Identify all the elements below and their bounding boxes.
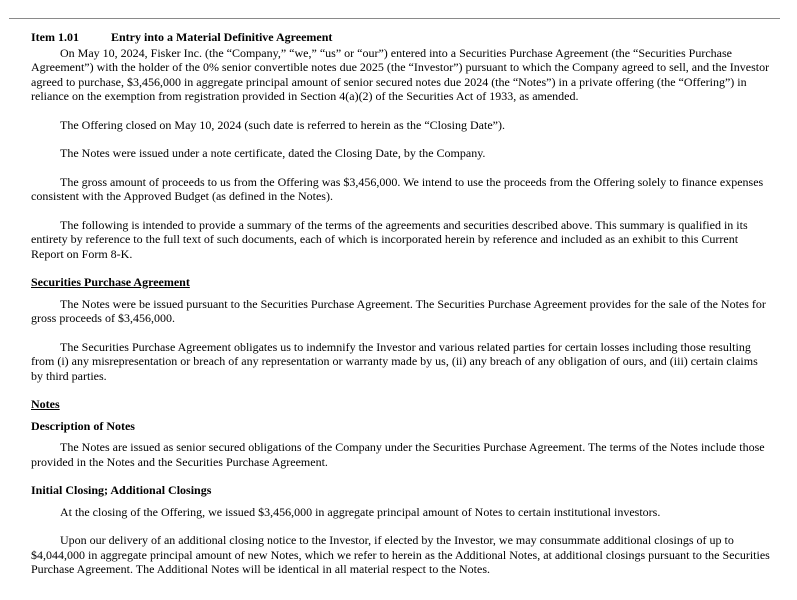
- intro-paragraph: On May 10, 2024, Fisker Inc. (the “Company,” “we,” “us” or “our”) entered into a Securities Purchase Agreement (the “Securities Purchase Agreement”) with the holder of the 0% senior convertible notes due 2025 (the “Investor”) pursuant to which the Company agreed to sell, and the Investor agreed to purchase, $3,456,000 in aggregate principal amount of senior secured notes due 2024 (the “Notes”) in a private offering (the “Offering”) in reliance on the exemption from registration provided in Section 4(a)(2) of the Securities Act of 1933, as amended.: [31, 45, 770, 103]
- document-body: [31, 30, 771, 591]
- intro-paragraph: The following is intended to provide a summary of the terms of the agreements and securities described above. This summary is qualified in its entirety by reference to the full text of such documents, each of which is incorporated herein by reference and included as an exhibit to this Current Report on Form 8-K.: [31, 217, 748, 261]
- subheading-description-of-notes: Description of Notes: [31, 418, 135, 433]
- section-heading-securities-purchase-agreement: Securities Purchase Agreement: [31, 275, 190, 289]
- top-divider: [9, 18, 780, 19]
- intro-paragraph: The Notes were issued under a note certificate, dated the Closing Date, by the Company.: [60, 146, 486, 160]
- closings-paragraph: At the closing of the Offering, we issued $3,456,000 in aggregate principal amount of Notes to certain institutional investors.: [60, 504, 661, 519]
- intro-paragraph: The Offering closed on May 10, 2024 (such date is referred to herein as the “Closing Date”).: [60, 117, 505, 132]
- item-number: Item 1.01: [31, 30, 79, 44]
- subheading-initial-closing: Initial Closing; Additional Closings: [31, 483, 212, 497]
- section-heading-notes: Notes: [31, 397, 60, 411]
- description-paragraph: The Notes are issued as senior secured obligations of the Company under the Securities Purchase Agreement. The terms of the Notes include those provided in the Notes and the Securities Purchase Agreement.: [31, 440, 765, 469]
- spa-paragraph: The Securities Purchase Agreement obligates us to indemnify the Investor and various related parties for certain losses including those resulting from (i) any misrepresentation or breach of any representation or warranty made by us, (ii) any breach of any obligation of ours, and (iii) certain claims by third parties.: [31, 339, 758, 383]
- item-heading: [31, 30, 771, 45]
- closings-paragraph: Upon our delivery of an additional closing notice to the Investor, if elected by the Investor, we may consummate additional closings of up to $4,044,000 in aggregate principal amount of new Notes, which we refer to herein as the Additional Notes, at additional closings pursuant to the Securities Purchase Agreement. The Additional Notes will be identical in all material respect to the Notes.: [31, 533, 770, 576]
- intro-paragraph: The gross amount of proceeds to us from the Offering was $3,456,000. We intend to use the proceeds from the Offering solely to finance expenses consistent with the Approved Budget (as defined in the Notes).: [31, 174, 764, 203]
- spa-paragraph: The Notes were be issued pursuant to the Securities Purchase Agreement. The Securities Purchase Agreement provides for the sale of the Notes for gross proceeds of $3,456,000.: [31, 296, 766, 325]
- item-title: Entry into a Material Definitive Agreement: [111, 30, 333, 44]
